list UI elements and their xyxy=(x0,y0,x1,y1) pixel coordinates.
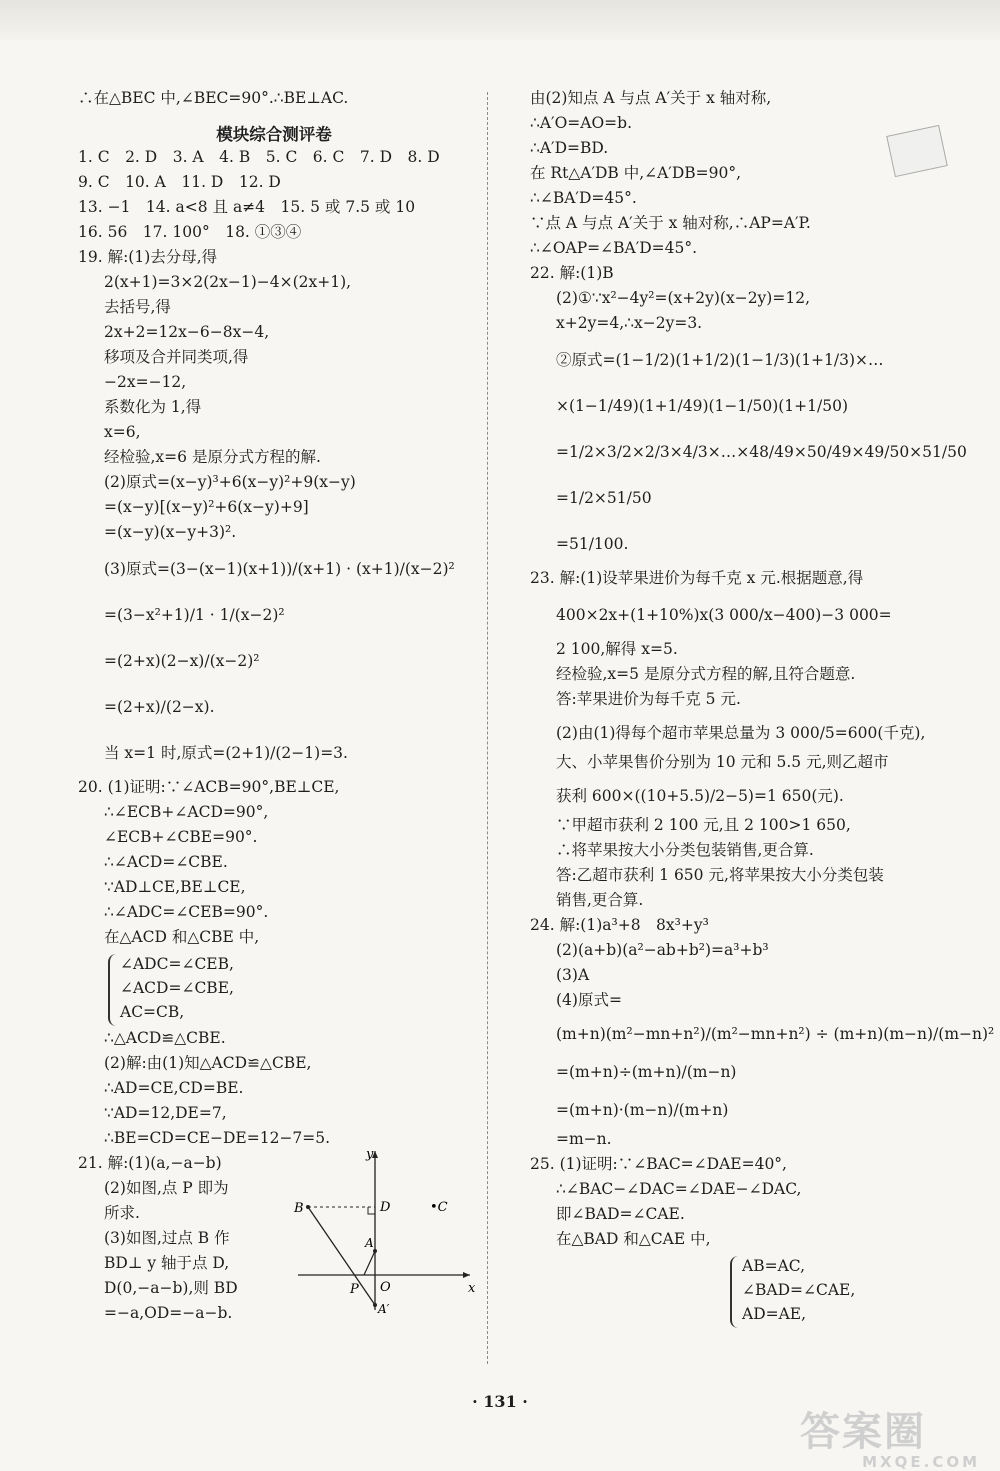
watermark-logo xyxy=(800,1400,980,1471)
text-line: ∴A′O=AO=b. xyxy=(530,114,633,132)
formula-line: =(m+n)·(m−n)/(m+n) xyxy=(556,1101,729,1119)
question-21: 21. 解:(1)(a,−a−b) xyxy=(78,1154,222,1172)
text-line: 经检验,x=6 是原分式方程的解. xyxy=(104,448,321,466)
question-21-block xyxy=(78,1147,476,1322)
formula-line: =1/2×51/50 xyxy=(556,489,652,507)
answer-line: 1. C 2. D 3. A 4. B 5. C 6. C 7. D 8. D xyxy=(78,148,440,166)
x-axis-arrow xyxy=(463,1272,470,1278)
text-line: 答:苹果进价为每千克 5 元. xyxy=(556,690,741,708)
text-line: ∴∠ECB+∠ACD=90°, xyxy=(104,803,269,821)
text-line: 在△ACD 和△CBE 中, xyxy=(104,928,260,946)
label-a-prime: A′ xyxy=(378,1302,390,1316)
question-24: 24. 解:(1)a³+8 8x³+y³ xyxy=(530,916,709,934)
scan-top-shadow xyxy=(0,0,1000,40)
formula-line: (3)原式=(3−(x−1)(x+1))/(x+1) · (x+1)/(x−2)² xyxy=(104,560,455,578)
text-line: (3)如图,过点 B 作 xyxy=(104,1229,230,1247)
label-d: D xyxy=(380,1200,391,1215)
text-line: ∴BE=CD=CE−DE=12−7=5. xyxy=(104,1129,331,1147)
question-25: 25. (1)证明:∵∠BAC=∠DAE=40°, xyxy=(530,1155,787,1173)
label-o: O xyxy=(380,1280,391,1295)
watermark-url: MXQE.COM xyxy=(862,1453,980,1471)
system-line: ∠BAD=∠CAE, xyxy=(742,1281,856,1299)
text-line: D(0,−a−b),则 BD xyxy=(104,1279,238,1297)
column-divider xyxy=(487,92,488,1364)
text-line: ∵甲超市获利 2 100 元,且 2 100>1 650, xyxy=(556,816,851,834)
formula-line: ②原式=(1−1/2)(1+1/2)(1−1/3)(1+1/3)×… xyxy=(556,351,884,369)
formula-line: (2)由(1)得每个超市苹果总量为 3 000/5=600(千克), xyxy=(556,724,926,742)
point-b xyxy=(306,1205,310,1209)
text-line: ∠ECB+∠CBE=90°. xyxy=(104,828,258,846)
text-line: =−a,OD=−a−b. xyxy=(104,1304,233,1322)
coordinate-graph xyxy=(290,1145,480,1317)
text-line: ∵点 A 与点 A′关于 x 轴对称,∴AP=A′P. xyxy=(530,214,811,232)
text-line: ∴△ACD≌△CBE. xyxy=(104,1029,226,1047)
label-c: •C xyxy=(430,1200,448,1215)
text-line: 移项及合并同类项,得 xyxy=(104,348,249,366)
text-line: 系数化为 1,得 xyxy=(104,398,202,416)
text-line: =m−n. xyxy=(556,1130,612,1148)
text-line: 由(2)知点 A 与点 A′关于 x 轴对称, xyxy=(530,89,772,107)
section-title: 模块综合测评卷 xyxy=(216,125,332,144)
text-line: 去括号,得 xyxy=(104,298,171,316)
formula-line: =51/100. xyxy=(556,535,629,553)
text-line: (2)原式=(x−y)³+6(x−y)²+9(x−y) xyxy=(104,473,356,491)
text-line: ∴在△BEC 中,∠BEC=90°.∴BE⊥AC. xyxy=(78,89,349,107)
text-line: ∴∠OAP=∠BA′D=45°. xyxy=(530,239,698,257)
text-line: ∵AD=12,DE=7, xyxy=(104,1104,227,1122)
right-column xyxy=(530,88,995,1330)
text-line: x=6, xyxy=(104,423,141,441)
label-y: y xyxy=(366,1147,374,1162)
text-line: 销售,更合算. xyxy=(556,891,644,909)
text-line: =(x−y)[(x−y)²+6(x−y)+9] xyxy=(104,498,309,516)
formula-line: 当 x=1 时,原式=(2+1)/(2−1)=3. xyxy=(104,744,348,762)
text-line: =(x−y)(x−y+3)². xyxy=(104,523,237,541)
label-b: B xyxy=(294,1201,304,1216)
right-angle-mark xyxy=(368,1207,375,1214)
text-line: −2x=−12, xyxy=(104,373,187,391)
text-line: (2)如图,点 P 即为 xyxy=(104,1179,229,1197)
question-21-text xyxy=(78,1153,288,1328)
text-line: 2 100,解得 x=5. xyxy=(556,640,678,658)
formula-line: =(3−x²+1)/1 · 1/(x−2)² xyxy=(104,606,285,624)
label-a: A xyxy=(365,1236,374,1250)
text-line: 2x+2=12x−6−8x−4, xyxy=(104,323,270,341)
system-line: AB=AC, xyxy=(742,1257,805,1275)
equation-system xyxy=(108,954,470,1026)
text-line: ∴∠BA′D=45°. xyxy=(530,189,637,207)
text-line: ∵AD⊥CE,BE⊥CE, xyxy=(104,878,246,896)
question-23: 23. 解:(1)设苹果进价为每千克 x 元.根据题意,得 xyxy=(530,569,864,587)
question-19: 19. 解:(1)去分母,得 xyxy=(78,248,218,266)
formula-line: =(2+x)/(2−x). xyxy=(104,698,215,716)
text-line: ∴∠ACD=∠CBE. xyxy=(104,853,228,871)
text-line: (2)解:由(1)知△ACD≌△CBE, xyxy=(104,1054,312,1072)
point-a-prime xyxy=(373,1303,377,1307)
question-22: 22. 解:(1)B xyxy=(530,264,614,282)
watermark-text: 答案圈 xyxy=(800,1409,926,1455)
text-line: x+2y=4,∴x−2y=3. xyxy=(556,314,703,332)
equation-system xyxy=(730,1256,950,1328)
text-line: ∴AD=CE,CD=BE. xyxy=(104,1079,244,1097)
formula-line: 400×2x+(1+10%)x(3 000/x−400)−3 000= xyxy=(556,606,892,624)
label-x: x xyxy=(468,1281,476,1296)
system-line: ∠ADC=∠CEB, xyxy=(120,955,234,973)
text-line: 即∠BAD=∠CAE. xyxy=(556,1205,685,1223)
text-line: (3)A xyxy=(556,966,590,984)
label-p: P xyxy=(350,1282,359,1297)
answer-line: 9. C 10. A 11. D 12. D xyxy=(78,173,281,191)
question-20: 20. (1)证明:∵∠ACB=90°,BE⊥CE, xyxy=(78,778,340,796)
text-line: (2)①∵x²−4y²=(x+2y)(x−2y)=12, xyxy=(556,289,810,307)
system-line: ∠ACD=∠CBE, xyxy=(120,979,234,997)
formula-line: =1/2×3/2×2/3×4/3×…×48/49×50/49×49/50×51/50 xyxy=(556,443,967,461)
formula-line: ×(1−1/49)(1+1/49)(1−1/50)(1+1/50) xyxy=(556,397,848,415)
answer-line: 13. −1 14. a<8 且 a≠4 15. 5 或 7.5 或 10 xyxy=(78,198,416,216)
text-line: 经检验,x=5 是原分式方程的解,且符合题意. xyxy=(556,665,856,683)
text-line: (4)原式= xyxy=(556,991,622,1009)
text-line: ∴A′D=BD. xyxy=(530,139,609,157)
formula-line: 获利 600×((10+5.5)/2−5)=1 650(元). xyxy=(556,787,844,805)
text-line: ∴∠BAC−∠DAC=∠DAE−∠DAC, xyxy=(556,1180,802,1198)
text-line: 在△BAD 和△CAE 中, xyxy=(556,1230,711,1248)
system-line: AC=CB, xyxy=(120,1003,185,1021)
formula-line: =(2+x)(2−x)/(x−2)² xyxy=(104,652,260,670)
text-line: 所求. xyxy=(104,1204,140,1222)
text-line: 答:乙超市获利 1 650 元,将苹果按大小分类包装 xyxy=(556,866,884,884)
text-line: ∴∠ADC=∠CEB=90°. xyxy=(104,903,269,921)
formula-line: (m+n)(m²−mn+n²)/(m²−mn+n²) ÷ (m+n)(m−n)/(m−n)² xyxy=(556,1025,995,1043)
formula-line: =(m+n)÷(m+n)/(m−n) xyxy=(556,1063,737,1081)
ba-prime-segment xyxy=(308,1207,375,1305)
text-line: 在 Rt△A′DB 中,∠A′DB=90°, xyxy=(530,164,742,182)
text-line: BD⊥ y 轴于点 D, xyxy=(104,1254,230,1272)
text-line: ∴将苹果按大小分类包装销售,更合算. xyxy=(556,841,814,859)
system-line: AD=AE, xyxy=(742,1305,807,1323)
answer-line: 16. 56 17. 100° 18. ①③④ xyxy=(78,223,302,241)
text-line: 大、小苹果售价分别为 10 元和 5.5 元,则乙超市 xyxy=(556,753,889,771)
pa-segment xyxy=(364,1251,375,1275)
text-line: 2(x+1)=3×2(2x−1)−4×(2x+1), xyxy=(104,273,352,291)
page-number: · 131 · xyxy=(472,1392,528,1411)
left-column xyxy=(78,88,476,1322)
text-line: (2)(a+b)(a²−ab+b²)=a³+b³ xyxy=(556,941,769,959)
